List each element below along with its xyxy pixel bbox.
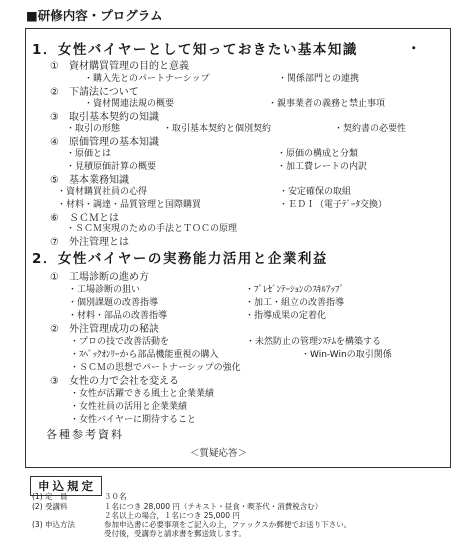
section-1-dot: ・ [407, 41, 422, 57]
s1-item-1: ① 資材購買管理の目的と意義 [50, 61, 189, 72]
application-rules-title: 申込規定 [30, 476, 102, 496]
rule-fee-value-2: ２名以上の場合，１名につき 25,000 円 [104, 511, 240, 520]
s2-item-2-sub-1-left: ・プロの技で改善活動を [70, 337, 170, 347]
s2-item-1-sub-3-left: ・材料・部品の改善指導 [68, 311, 168, 321]
rule-capacity-label: (1) 定 員 [32, 492, 68, 501]
s1-item-3: ③ 取引基本契約の知識 [50, 112, 159, 123]
s1-item-5-sub-1-left: ・資材購買社員の心得 [57, 187, 148, 197]
s1-item-4-sub-2-left: ・見積原価計算の概要 [66, 162, 157, 172]
s2-item-2-sub-2-left: ・ｽﾍﾟｯｸｵﾝﾘｰから部品機能重視の購入 [70, 350, 219, 360]
page-heading: ■研修内容・プログラム [26, 8, 163, 23]
s2-item-1: ① 工場診断の進め方 [50, 272, 149, 283]
rule-capacity-value: ３０名 [104, 492, 127, 501]
s2-item-1-sub-2-left: ・個別課題の改善指導 [68, 298, 159, 308]
s1-item-6-sub-left: ・ＳＣＭ実現のための手法とＴＯＣの原理 [66, 224, 238, 234]
s1-item-5-sub-2-left: ・材料・調達・品質管理と国際購買 [57, 200, 202, 210]
rule-method-value-1: 参加申込書に必要事項をご記入の上，ファックスか郵便でお送り下さい。 [104, 520, 352, 529]
s1-item-5: ⑤ 基本業務知識 [50, 175, 129, 186]
s1-item-3-sub-mid: ・取引基本契約と個別契約 [163, 124, 272, 134]
s2-item-2-sub-2-right: ・Win-Winの取引関係 [301, 350, 392, 360]
s1-item-3-sub-right: ・契約書の必要性 [334, 124, 407, 134]
s1-item-1-sub-left: ・購入先とのパートナーシップ [84, 74, 210, 84]
s1-item-4: ④ 原価管理の基本知識 [50, 137, 159, 148]
s2-item-1-sub-1-left: ・工場診断の狙い [68, 285, 141, 295]
s1-item-4-sub-1-left: ・原価とは [66, 149, 112, 159]
s1-item-2: ② 下請法について [50, 87, 139, 98]
s1-item-7: ⑦ 外注管理とは [50, 237, 129, 248]
s2-item-1-sub-1-right: ・ﾌﾟﾚｾﾞﾝﾃｰｼｮﾝのｽｷﾙｱｯﾌﾟ [245, 285, 345, 295]
s1-item-6: ⑥ ＳＣＭとは [50, 213, 119, 224]
section-1-title: 1．女性バイヤーとして知っておきたい基本知識 [32, 42, 358, 58]
references: 各種参考資料 [46, 428, 124, 441]
s1-item-2-sub-right: ・親事業者の義務と禁止事項 [268, 99, 386, 109]
rule-fee-label: (2) 受講料 [32, 502, 68, 511]
s2-item-2-sub-1-right: ・未然防止の管理ｼｽﾃﾑを構築する [246, 337, 382, 347]
s1-item-4-sub-1-right: ・原価の構成と分類 [277, 149, 359, 159]
s2-item-3-sub-1: ・女性が活躍できる風土と企業業績 [70, 389, 215, 399]
s2-item-3-sub-2: ・女性社員の活用と企業業績 [70, 402, 188, 412]
s2-item-1-sub-2-right: ・加工・組立の改善指導 [245, 298, 345, 308]
s1-item-1-sub-right: ・関係部門との連携 [278, 74, 360, 84]
s2-item-3: ③ 女性の力で会社を変える [50, 376, 179, 387]
s1-item-4-sub-2-right: ・加工費レートの内訳 [277, 162, 368, 172]
s1-item-5-sub-1-right: ・安定確保の取組 [279, 187, 352, 197]
s1-item-2-sub-left: ・資材関連法規の概要 [84, 99, 175, 109]
rule-method-value-2: 受付後，受講券と請求書を郵送致します。 [104, 529, 246, 538]
s2-item-2: ② 外注管理成功の秘訣 [50, 324, 159, 335]
rule-fee-value-1: １名につき 28,000 円（テキスト・昼食・喫茶代・消費税含む） [104, 502, 323, 511]
s2-item-3-sub-3: ・女性バイヤーに期待すること [70, 415, 197, 425]
rule-method-label: (3) 申込方法 [32, 520, 76, 529]
s1-item-5-sub-2-right: ・ＥＤＩ（電子ﾃﾞｰﾀ交換） [279, 200, 388, 210]
qa-session: ＜質疑応答＞ [190, 448, 248, 459]
s2-item-2-sub-3-left: ・ＳＣＭの思想でパートナーシップの強化 [70, 363, 241, 373]
s2-item-1-sub-3-right: ・指導成果の定着化 [245, 311, 327, 321]
s1-item-3-sub-left: ・取引の形態 [66, 124, 121, 134]
section-2-title: 2．女性バイヤーの実務能力活用と企業利益 [32, 251, 328, 267]
